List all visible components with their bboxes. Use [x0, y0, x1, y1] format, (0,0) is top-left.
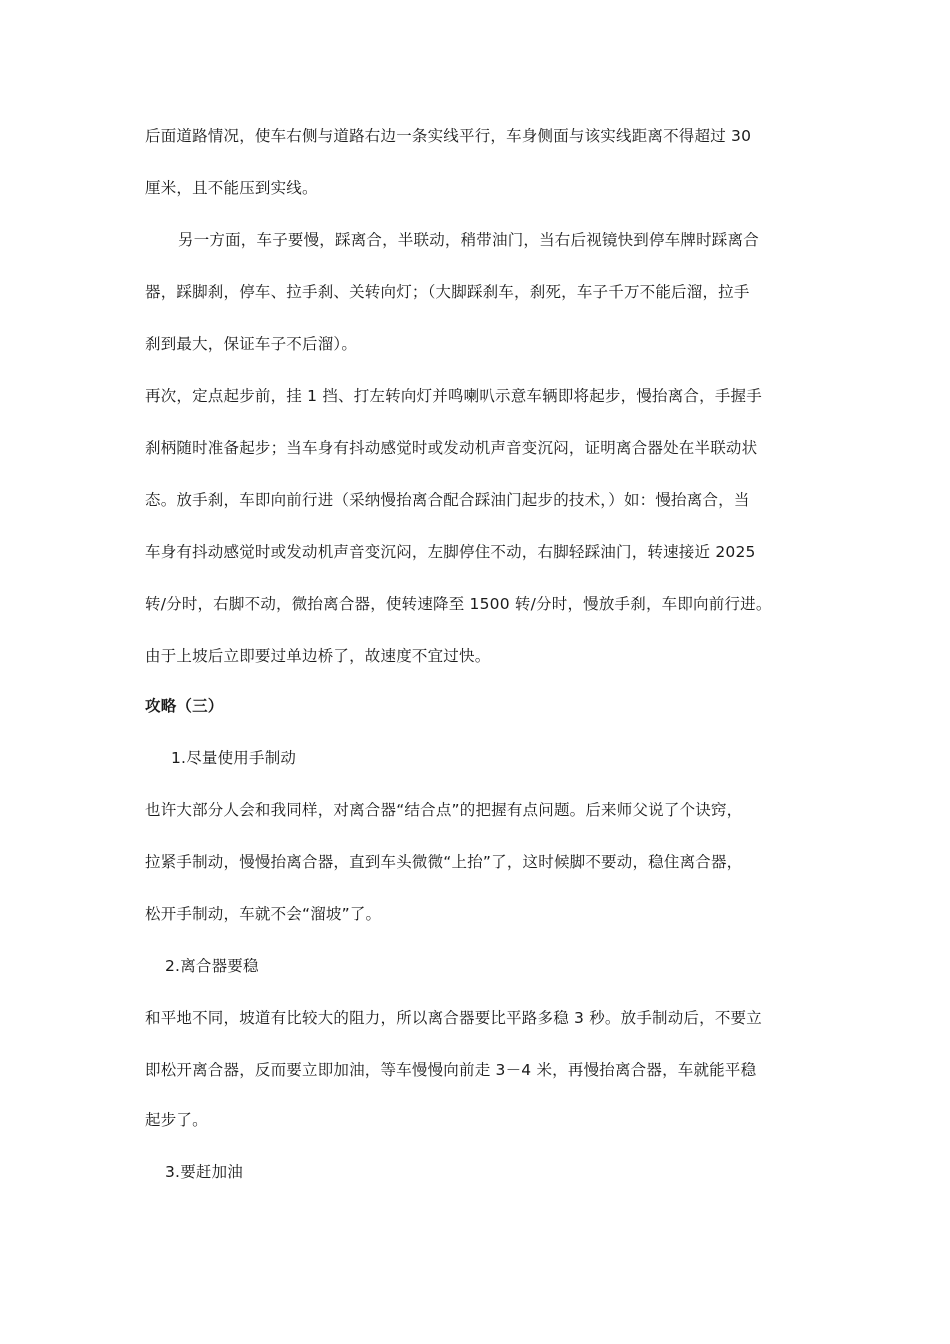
paragraph-line: 起步了。 — [145, 1111, 208, 1129]
paragraph-line: 厘米，且不能压到实线。 — [145, 179, 318, 197]
paragraph-line: 即松开离合器，反而要立即加油，等车慢慢向前走 3－4 米，再慢抬离合器，车就能平稳 — [145, 1061, 757, 1079]
section-heading: 攻略（三） — [145, 697, 224, 715]
list-item-heading: 3.要赶加油 — [165, 1163, 243, 1181]
paragraph-line: 转/分时，右脚不动，微抬离合器，使转速降至 1500 转/分时，慢放手刹，车即向前行进。 — [145, 595, 772, 613]
paragraph-line: 另一方面，车子要慢，踩离合，半联动，稍带油门，当右后视镜快到停车牌时踩离合 — [178, 231, 759, 249]
paragraph-line: 刹柄随时准备起步；当车身有抖动感觉时或发动机声音变沉闷，证明离合器处在半联动状 — [145, 439, 758, 457]
paragraph-line: 和平地不同，坡道有比较大的阻力，所以离合器要比平路多稳 3 秒。放手制动后，不要立 — [145, 1009, 762, 1027]
paragraph-line: 器，踩脚刹，停车、拉手刹、关转向灯；（大脚踩刹车，刹死，车子千万不能后溜，拉手 — [145, 283, 750, 301]
paragraph-line: 拉紧手制动，慢慢抬离合器，直到车头微微“上抬”了，这时候脚不要动，稳住离合器， — [145, 853, 743, 871]
list-item-heading: 2.离合器要稳 — [165, 957, 259, 975]
paragraph-line: 由于上坡后立即要过单边桥了，故速度不宜过快。 — [145, 647, 491, 665]
paragraph-line: 也许大部分人会和我同样，对离合器“结合点”的把握有点问题。后来师父说了个诀窍， — [145, 801, 743, 819]
paragraph-line: 松开手制动，车就不会“溜坡”了。 — [145, 905, 382, 923]
paragraph-line: 刹到最大，保证车子不后溜）。 — [145, 335, 358, 353]
paragraph-line: 态。放手刹，车即向前行进（采纳慢抬离合配合踩油门起步的技术，）如：慢抬离合，当 — [145, 491, 750, 509]
paragraph-line: 再次，定点起步前，挂 1 挡、打左转向灯并鸣喇叭示意车辆即将起步，慢抬离合，手握手 — [145, 387, 762, 405]
paragraph-line: 后面道路情况，使车右侧与道路右边一条实线平行，车身侧面与该实线距离不得超过 30 — [145, 127, 752, 145]
list-item-heading: 1.尽量使用手制动 — [171, 749, 297, 767]
paragraph-line: 车身有抖动感觉时或发动机声音变沉闷，左脚停住不动，右脚轻踩油门，转速接近 2025 — [145, 543, 756, 561]
